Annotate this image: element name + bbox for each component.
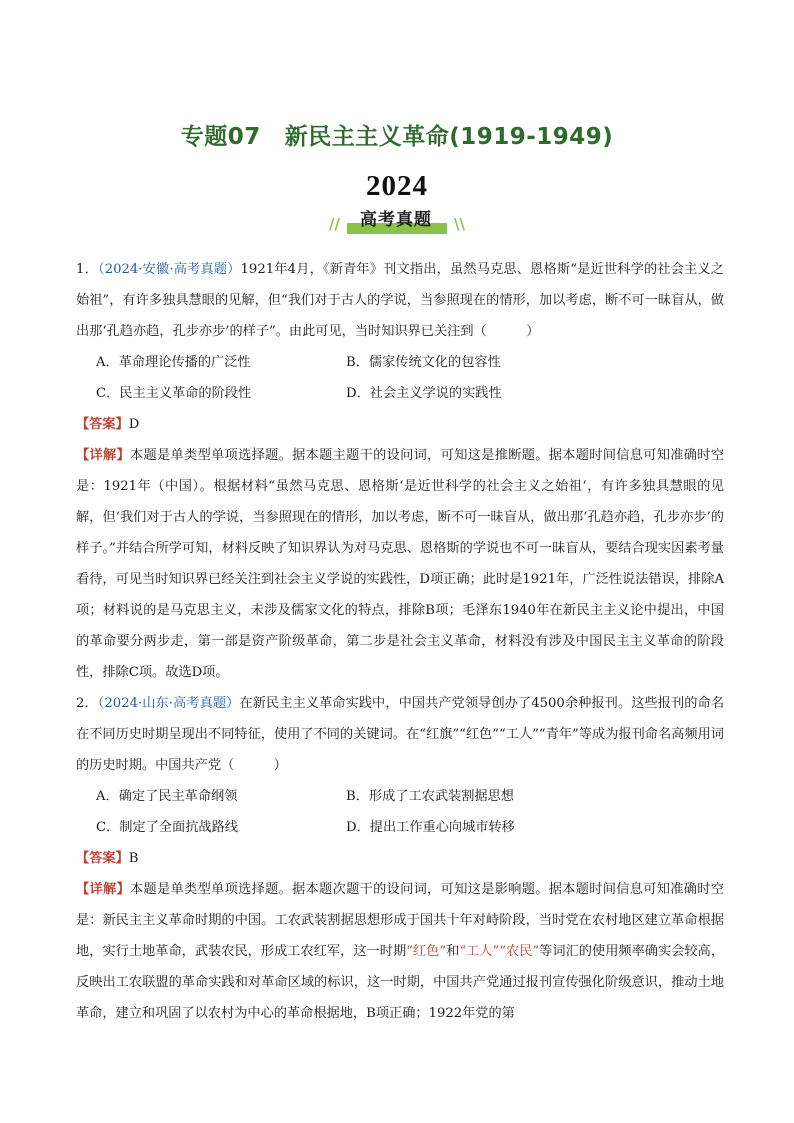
answer-tag: 【答案】: [76, 851, 129, 866]
question-1-number: 1．: [76, 262, 98, 277]
question-1-option-a: A．革命理论传播的广泛性: [96, 355, 251, 370]
question-1-option-c: C．民主主义革命的阶段性: [96, 386, 252, 401]
question-2-option-a: A．确定了民主革命纲领: [96, 789, 238, 804]
question-2-options: [76, 781, 724, 843]
question-content: [76, 254, 724, 1029]
question-2-stem: [76, 688, 724, 781]
question-2-number: 2．: [76, 696, 98, 711]
detail-highlight-red: “红色”: [406, 944, 447, 959]
question-2-option-c: C．制定了全面抗战路线: [96, 820, 238, 835]
section-badge: [329, 205, 465, 237]
question-1-option-b: B．儒家传统文化的包容性: [346, 355, 501, 370]
question-2-answer: [76, 843, 724, 874]
question-1-option-d: D．社会主义学说的实践性: [346, 386, 502, 401]
badge-slash-left-icon: //: [329, 215, 340, 233]
detail-highlight-workers: “工人”“农民”: [459, 944, 540, 959]
badge-label: 高考真题: [360, 210, 432, 230]
question-2-option-b: B．形成了工农武装割据思想: [346, 789, 514, 804]
detail-text-part-a: 本题是单类型单项选择题。据本题次题干的设问词，可知这是影响题。据本题时间信息可知准确时空是：新民主主义革命时期的中国。工农武装割据思想形成于国共十年对峙阶段，当时党在农村地区建立革命根据地，实行土地革命，武装农民，形成工农红军，这一时期: [76, 882, 725, 959]
question-1-answer: [76, 409, 724, 440]
title-topic-number: 专题07: [180, 124, 261, 150]
page-title: [0, 118, 794, 151]
title-topic-name: 新民主主义革命(1919-1949): [284, 124, 614, 150]
year-heading: 2024: [366, 170, 428, 202]
detail-tag: 【详解】: [76, 448, 131, 463]
answer-tag: 【答案】: [76, 417, 129, 432]
detail-text-part-b: 和: [446, 944, 460, 959]
detail-text: 本题是单类型单项选择题。据本题主题干的设问词，可知这是推断题。据本题时间信息可知准确时空是：1921年（中国）。根据材料“虽然马克思、恩格斯‘是近世科学的社会主义之始祖’，有许多独具慧眼的见解，但‘我们对于古人的学说，当参照现在的情形，加以考虑，断不可一昧盲从，做出那‘孔趋亦趋，孔步亦步’的样子。”并结合所学可知，材料反映了知识界认为对马克思、恩格斯的学说也不可一昧盲从，要结合现实因素考量看待，可见当时知识界已经关注到社会主义学说的实践性，D项正确；此时是1921年，广泛性说法错误，排除A项；材料说的是马克思主义，未涉及儒家文化的特点，排除B项；毛泽东1940年在新民主主义论中提出，中国的革命要分两步走，第一部是资产阶级革命，第二步是社会主义革命，材料没有涉及中国民主主义革命的阶段性，排除C项。故选D项。: [76, 448, 725, 680]
question-2-source: （2024·山东·高考真题）: [97, 696, 240, 711]
question-1-source: （2024·安徽·高考真题）: [97, 262, 241, 277]
question-2-text: 在新民主主义革命实践中，中国共产党领导创办了4500余种报刊。这些报刊的命名在不同历史时期呈现出不同特征，使用了不同的关键词。在“红旗”“红色”“工人”“青年”等成为报刊命名高频用词的历史时期。中国共产党（ ）: [76, 696, 725, 773]
question-1-stem: [76, 254, 724, 347]
question-1-text: 1921年4月，《新青年》刊文指出，虽然马克思、恩格斯“是近世科学的社会主义之始祖”，有许多独具慧眼的见解，但“我们对于古人的学说，当参照现在的情形，加以考虑，断不可一昧盲从，做出那‘孔趋亦趋，孔步亦步’的样子”。由此可见，当时知识界已关注到（ ）: [76, 262, 724, 339]
badge-slash-right-icon: \\: [454, 215, 465, 233]
detail-text-part-c: 等词汇的使用频率确实会较高，反映出工农联盟的革命实践和对革命区域的标识，这一时期，中国共产党通过报刊宣传强化阶级意识，推动土地革命，建立和巩固了以农村为中心的革命根据地，B项正确；1922年党的第: [76, 944, 725, 1021]
detail-tag: 【详解】: [76, 882, 131, 897]
question-2-detail: [76, 874, 724, 1029]
question-2-option-d: D．提出工作重心向城市转移: [346, 820, 515, 835]
question-1-detail: [76, 440, 724, 688]
answer-value: B: [128, 851, 139, 866]
answer-value: D: [128, 417, 140, 432]
question-1-options: [76, 347, 724, 409]
